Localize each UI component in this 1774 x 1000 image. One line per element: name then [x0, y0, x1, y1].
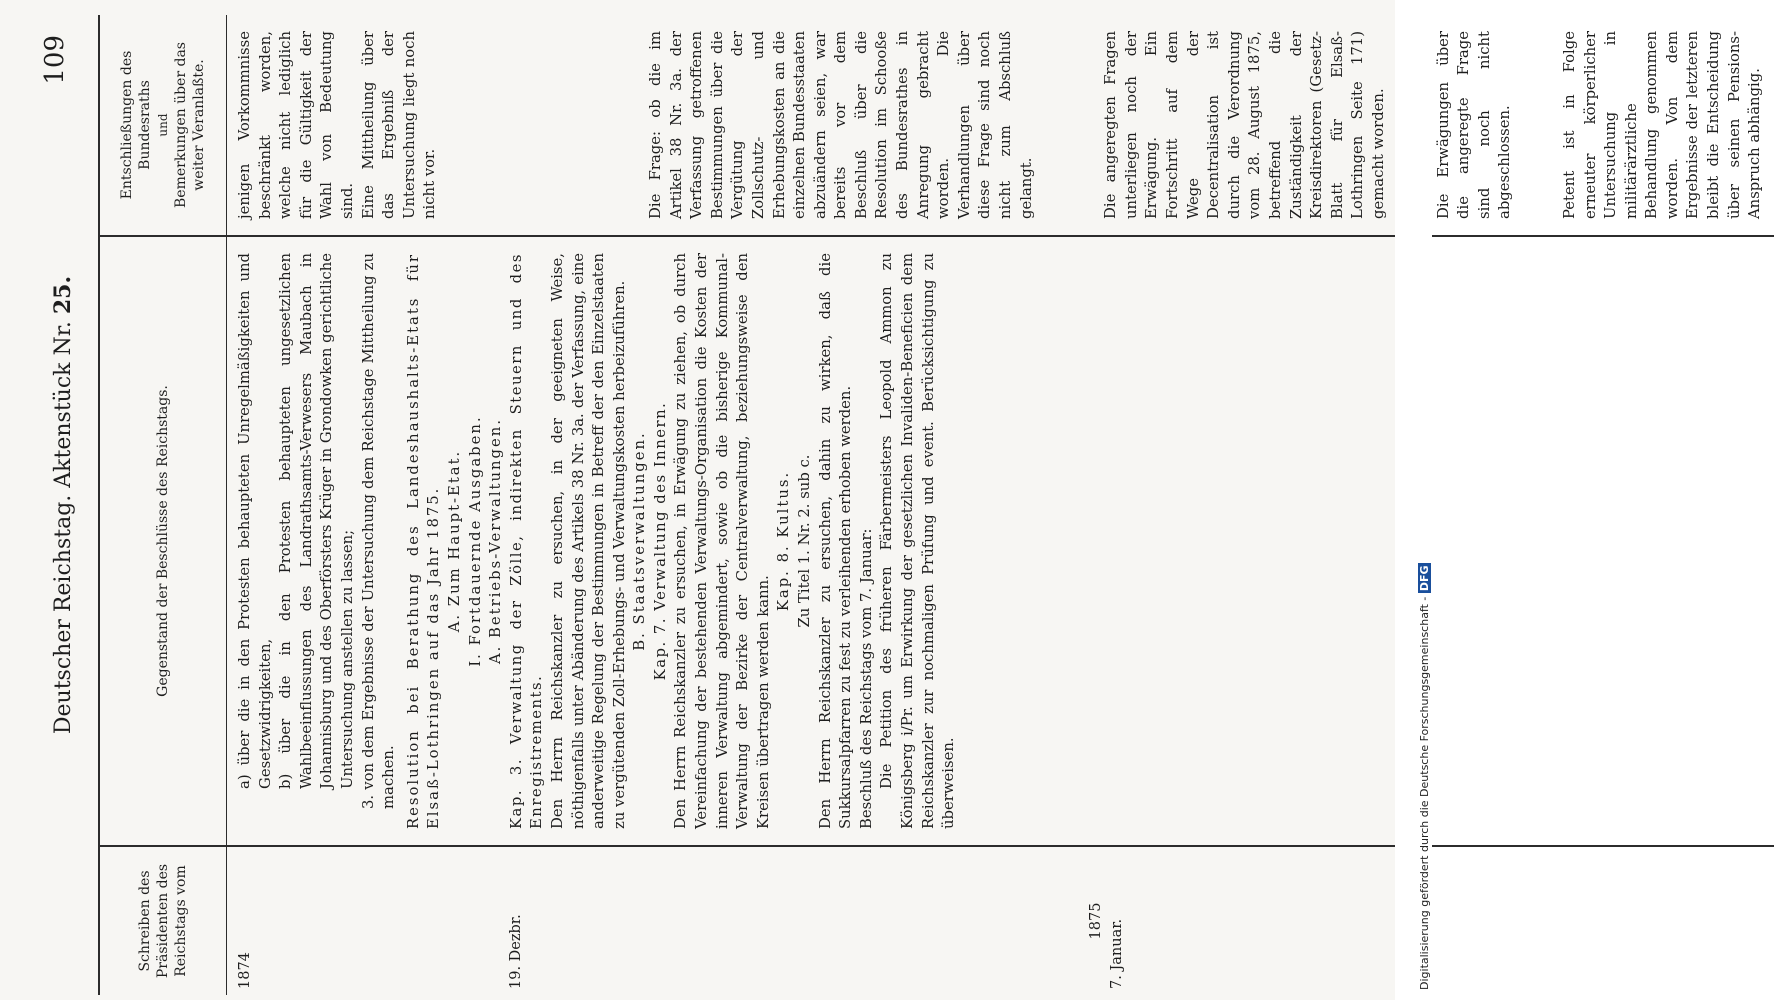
decision-entry-kap7: Die angeregten Fragen unterliegen noch der Erwägung. Ein Fortschritt auf dem Wege der Decentralisation ist durch die Verordnung vom 28. August 1875, betreffend die Zuständigkeit der Kreisdirektoren (Gesetz-Blatt für Elsaß-Lothringen Seite 171) gemacht worden. [1102, 31, 1387, 219]
subject-item-3: 3. von dem Ergebnisse der Untersuchung dem Reichstage Mittheilung zu machen. [359, 253, 398, 809]
header-number-text: 25. [50, 275, 76, 315]
decision-header-line-2: und [156, 113, 170, 137]
page-number-text: 109 [40, 35, 70, 85]
decision-column-header [100, 15, 227, 235]
subject-item-b: b) über die in den Protesten behaupteten ungesetzlichen Wahlbeeinflussungen des Landrathsamts-Verwesers Maubach in Johannisburg und des Oberförsters Krüger in Grondowken gerichtliche Untersuchung anstellen zu lassen; [277, 253, 356, 789]
header-title-text: Deutscher Reichstag. Aktenstück Nr. [51, 321, 76, 735]
subject-text [235, 253, 960, 829]
date-19-dezbr: 19. Dezbr. [507, 914, 524, 989]
table-grid [98, 15, 1774, 995]
spacer [1516, 31, 1560, 219]
digitization-note [1418, 0, 1434, 990]
year-1875: 1875 [1088, 902, 1105, 940]
titel1-heading: Zu Titel 1. Nr. 2. sub c. [796, 454, 814, 628]
fortdauernde-heading: I. Fortdauernde Ausgaben. [466, 415, 484, 667]
subject-column [100, 235, 1774, 845]
decision-column [100, 15, 1774, 235]
decision-entry-1: jenigen Vorkommnisse beschränkt worden, welche nicht lediglich für die Gültigkeit der Wahl von Bedeutung sind. [236, 31, 356, 219]
date-column-header: Schreiben des Präsidenten des Reichstags vom [100, 847, 227, 995]
header-text [50, 276, 76, 734]
decision-text [235, 31, 1766, 219]
date-7-januar: 7. Januar. [1108, 918, 1125, 989]
kap3-text: Den Herrn Reichskanzler zu ersuchen, in der geeigneten Weise, nöthigenfalls unter Abänderung des Artikels 38 Nr. 3a. der Verfassung, eine anderweitige Regelung der Bestimmungen in Betreff der den Einzelstaaten zu vergütenden Zoll-Erhebungs- und Verwaltungskosten herbeizuführen. [548, 253, 628, 829]
decision-entry-1b: Eine Mittheilung über das Ergebniß der Untersuchung liegt noch nicht vor. [359, 31, 439, 219]
page-header-row [28, 15, 98, 995]
decision-entry-petition: Petent ist in Folge erneuter körperlicher Untersuchung in militärärztliche Behandlung genommen worden. Von dem Ergebnisse der letzteren bleibt die Entscheidung über seinen Pensions-Anspruch abhängig. [1560, 31, 1764, 219]
decision-entry-kap3: Die Frage: ob die im Artikel 38 Nr. 3a. der Verfassung getroffenen Bestimmungen über die Vergütung der Zollschutz- und Erhebungskosten an die einzelnen Bundesstaaten abzuändern seien, war bereits vor dem Beschluß über die Resolution im Schooße des Bundesrathes in Anregung gebracht worden. Die Verhandlungen über diese Frage sind noch nicht zum Abschluß gelangt. [646, 31, 1035, 219]
subject-column-header: Gegenstand der Beschlüsse des Reichstags. [100, 237, 227, 845]
decision-header-line-1: Entschließungen des Bundesraths [119, 50, 153, 200]
petition-text: Die Petition des früheren Färbermeisters Leopold Ammon zu Königsberg i/Pr. um Erwirkung der gesetzlichen Invaliden-Beneficien dem Reichskanzler zur nochmaligen Prüfung und event. Berücksichtigung zu überweisen. [878, 253, 958, 829]
kap7-text: Den Herrn Reichskanzler zu ersuchen, in Erwägung zu ziehen, ob durch Vereinfachung der bestehenden Verwaltungs-Organisation die Kosten der inneren Verwaltung abgemindert, sowie ob die bisherige Kommunal-Verwaltung der Bezirke der Centralverwaltung, beziehungsweise den Kreisen übertragen werden kann. [672, 253, 772, 829]
kap7-heading: Kap. 7. Verwaltung des Innern. [651, 401, 669, 681]
decision-header-line-3: Bemerkungen über das weiter Veranlaßte. [173, 42, 207, 208]
decision-entry-kap8: Die Erwägungen über die angeregte Frage sind noch nicht abgeschlossen. [1434, 31, 1514, 219]
spacer [1037, 31, 1101, 219]
spacer [441, 31, 646, 219]
staats-heading: B. Staatsverwaltungen. [631, 431, 649, 651]
year-1874: 1874 [237, 952, 253, 989]
date-column [100, 845, 1774, 995]
subject-item-a: a) über die in den Protesten behaupteten Unregelmäßigkeiten und Gesetzwidrigkeiten, [236, 253, 274, 789]
kap8-heading: Kap. 8. Kultus. [775, 470, 793, 612]
spacer [526, 853, 1086, 989]
digitization-note-text: Digitalisierung gefördert durch die Deutsche Forschungsgemeinschaft - [1418, 596, 1431, 990]
betriebs-heading: A. Betriebs-Verwaltungen. [487, 417, 505, 665]
kap3-heading: Kap. 3. Verwaltung der Zölle, indirekten Steuern und des Enregistrements. [507, 253, 546, 829]
dfg-logo: DFG [1418, 565, 1431, 592]
beschluss-heading: Beschluß des Reichstags vom 7. Januar: [857, 528, 875, 829]
kap8-text: Den Herrn Reichskanzler zu ersuchen, dahin zu wirken, daß die Sukkursalpfarren zu fest zu verleihenden erhoben werden. [816, 253, 855, 829]
spacer [256, 853, 506, 989]
haupt-etat-heading: A. Zum Haupt-Etat. [445, 449, 463, 633]
resolution-title: Resolution bei Berathung des Landeshaushalts-Etats für Elsaß-Lothringen auf das Jahr 1875. [404, 253, 443, 829]
